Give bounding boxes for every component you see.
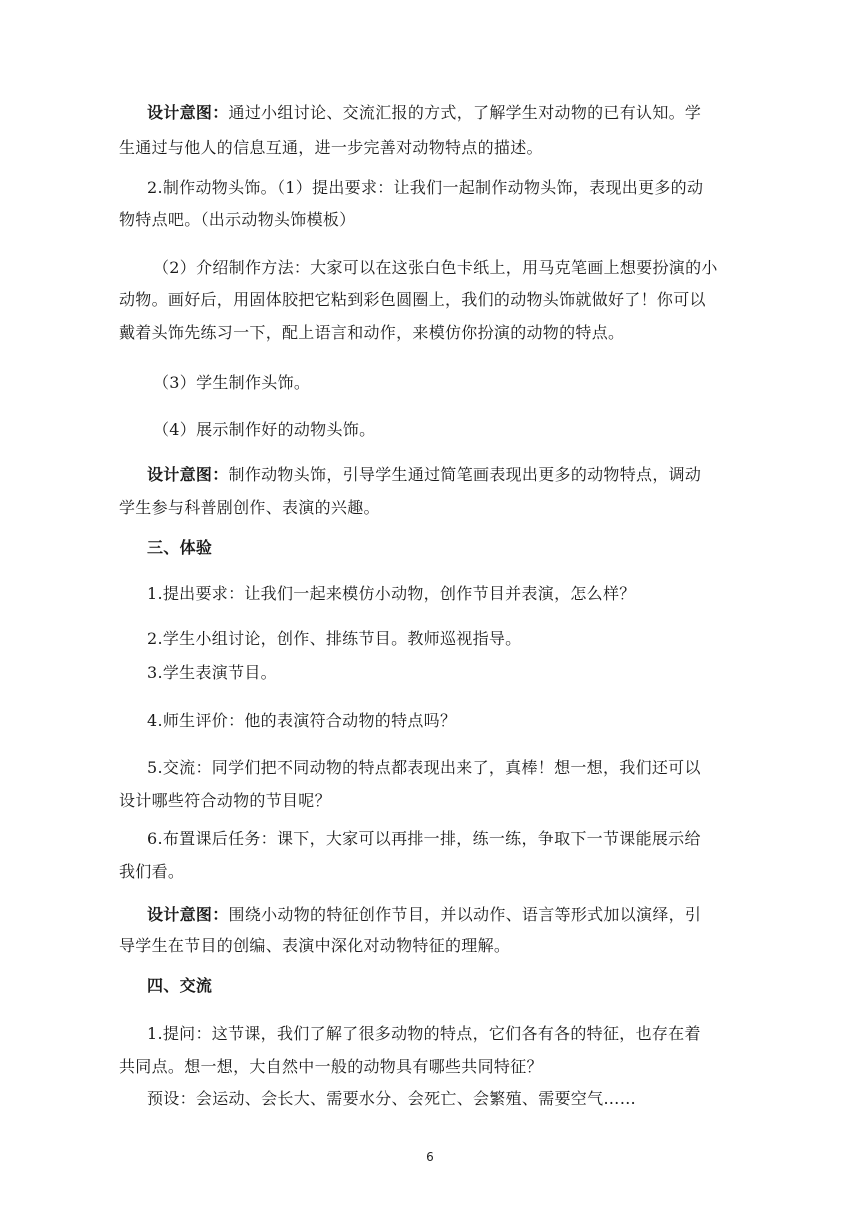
paragraph-text: 制作动物头饰，引导学生通过简笔画表现出更多的动物特点，调动 [228, 465, 702, 484]
design-intent-label: 设计意图： [147, 103, 229, 122]
design-intent-paragraph-3 [147, 905, 701, 925]
exchange-step-1-cont: 共同点。想一想，大自然中一般的动物具有哪些共同特征？ [119, 1057, 543, 1076]
paragraph-line: 导学生在节目的创编、表演中深化对动物特征的理解。 [119, 936, 511, 955]
experience-step-5: 5.交流：同学们把不同动物的特点都表现出来了，真棒！想一想，我们还可以 [147, 758, 701, 777]
experience-step-2: 2.学生小组讨论，创作、排练节目。教师巡视指导。 [147, 629, 522, 648]
design-intent-label: 设计意图： [147, 465, 229, 484]
design-intent-paragraph-2 [147, 465, 701, 485]
experience-step-1: 1.提出要求：让我们一起来模仿小动物，创作节目并表演，怎么样？ [147, 584, 636, 603]
paragraph-line: 生通过与他人的信息互通，进一步完善对动物特点的描述。 [119, 138, 543, 157]
paragraph-text: 围绕小动物的特征创作节目，并以动作、语言等形式加以演绎，引 [228, 905, 702, 924]
paragraph-text: 通过小组讨论、交流汇报的方式，了解学生对动物的已有认知。学 [228, 103, 702, 122]
page-number: 6 [426, 1150, 434, 1164]
experience-step-6-cont: 我们看。 [119, 862, 185, 881]
exchange-preset: 预设：会运动、会长大、需要水分、会死亡、会繁殖、需要空气…… [147, 1089, 637, 1108]
step-2-line: 物特点吧。（出示动物头饰模板） [119, 210, 356, 229]
method-line: （2）介绍制作方法：大家可以在这张白色卡纸上，用马克笔画上想要扮演的小 [153, 258, 718, 277]
method-line: 动物。画好后，用固体胶把它粘到彩色圆圈上，我们的动物头饰就做好了！你可以 [119, 290, 706, 309]
experience-step-4: 4.师生评价：他的表演符合动物的特点吗？ [147, 711, 457, 730]
design-intent-label: 设计意图： [147, 905, 229, 924]
design-intent-paragraph-1 [147, 103, 701, 123]
section-heading-exchange: 四、交流 [147, 976, 213, 995]
experience-step-3: 3.学生表演节目。 [147, 663, 277, 682]
section-heading-experience: 三、体验 [147, 538, 213, 557]
experience-step-6: 6.布置课后任务：课下，大家可以再排一排，练一练，争取下一节课能展示给 [147, 829, 701, 848]
substep-4: （4）展示制作好的动物头饰。 [153, 420, 376, 439]
experience-step-5-cont: 设计哪些符合动物的节目呢？ [119, 791, 331, 810]
substep-3: （3）学生制作头饰。 [153, 373, 311, 392]
method-line: 戴着头饰先练习一下，配上语言和动作，来模仿你扮演的动物的特点。 [119, 323, 625, 342]
exchange-step-1: 1.提问：这节课，我们了解了很多动物的特点，它们各有各的特征，也存在着 [147, 1024, 701, 1043]
paragraph-line: 学生参与科普剧创作、表演的兴趣。 [119, 498, 380, 517]
step-2-line: 2.制作动物头饰。（1）提出要求：让我们一起制作动物头饰，表现出更多的动 [147, 178, 704, 197]
